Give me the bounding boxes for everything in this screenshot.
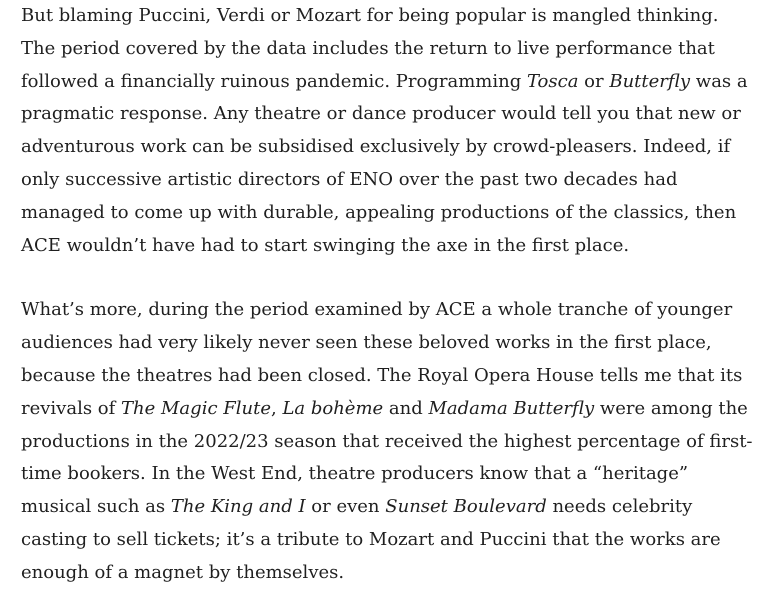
paragraph-2-text: or even — [305, 496, 386, 518]
title-madama-butterfly: Madama Butterfly — [428, 397, 595, 419]
title-the-king-and-i: The King and I — [170, 496, 306, 518]
paragraph-1-text: But blaming Puccini, Verdi or Mozart for being popular is mangled thinking. The period covered by the data includes the return to live performance that followed a financially ruinous pandemic. Programming — [21, 5, 719, 92]
title-tosca: Tosca — [526, 70, 579, 92]
title-butterfly: Butterfly — [609, 70, 691, 92]
paragraph-2-text: What’s more, during the period examined by ACE a whole tranche of younger audiences had very likely never seen these beloved works in the first place, because the theatres had been closed. The Royal Opera House tells me that its revivals of — [21, 299, 743, 419]
title-sunset-boulevard: Sunset Boulevard — [385, 496, 547, 518]
paragraph-1 — [21, 0, 756, 262]
paragraph-2 — [21, 294, 756, 589]
paragraph-1-text: or — [578, 70, 610, 92]
paragraph-1-text: was a pragmatic response. Any theatre or dance producer would tell you that new or adventurous work can be subsidised exclusively by crowd-pleasers. Indeed, if only successive artistic directors of ENO over the past two decades had managed to come up with durable, appealing productions of the classics, then ACE wouldn’t have had to start swinging the axe in the first place. — [21, 70, 748, 256]
article-body — [21, 0, 756, 590]
paragraph-2-text: were among the productions in the 2022/23 season that received the highest percentage of first-time bookers. In the West End, theatre producers know that a “heritage” musical such as — [21, 397, 753, 518]
paragraph-2-text: , — [270, 397, 283, 419]
title-the-magic-flute: The Magic Flute — [121, 397, 271, 419]
paragraph-2-text: and — [383, 397, 429, 419]
paragraph-2-text: needs celebrity casting to sell tickets; it’s a tribute to Mozart and Puccini that the works are enough of a magnet by themselves. — [21, 496, 721, 583]
title-la-boheme: La bohème — [282, 397, 384, 419]
